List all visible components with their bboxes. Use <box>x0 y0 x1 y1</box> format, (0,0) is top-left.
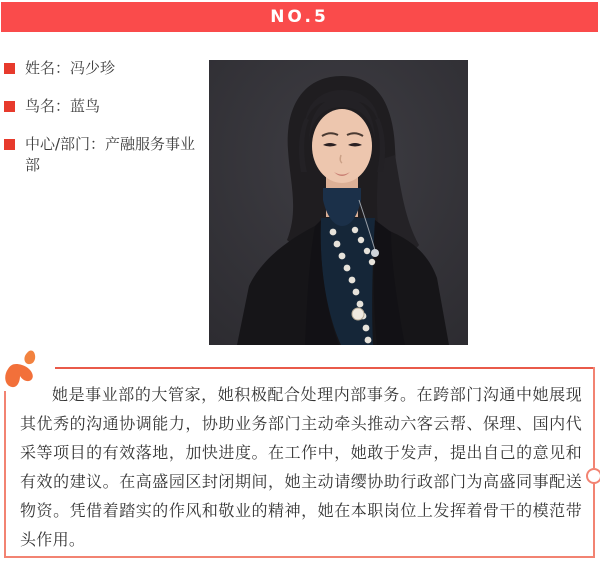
list-item <box>4 58 204 79</box>
quote-box-bottom-border <box>4 556 595 558</box>
quote-box-top-border <box>55 367 595 369</box>
header-banner <box>1 2 598 32</box>
biography-section <box>20 380 582 554</box>
page-number-label: NO.5 <box>270 7 329 27</box>
quote-box-right-border-upper <box>593 367 595 468</box>
quote-box-right-border-lower <box>593 482 595 558</box>
bird-name-field: 鸟名：蓝鸟 <box>25 97 101 115</box>
portrait-illustration <box>209 60 468 345</box>
name-field: 姓名：冯少珍 <box>25 59 116 77</box>
square-bullet-icon <box>4 63 15 74</box>
square-bullet-icon <box>4 139 15 150</box>
profile-info-list <box>4 58 204 193</box>
department-field: 中心/部门：产融服务事业部 <box>25 135 196 174</box>
square-bullet-icon <box>4 101 15 112</box>
biography-paragraph: 她是事业部的大管家，她积极配合处理内部事务。在跨部门沟通中她展现其优秀的沟通协调能力，协助业务部门主动牵头推动六客云帮、保理、国内代采等项目的有效落地，加快进度。在工作中，她敢于发声，提出自己的意见和有效的建议。在高盛园区封闭期间，她主动请缨协助行政部门为高盛同事配送物资。凭借着踏实的作风和敬业的精神，她在本职岗位上发挥着骨干的模范带头作用。 <box>20 385 582 549</box>
list-item <box>4 134 204 176</box>
profile-photo <box>209 60 468 345</box>
list-item <box>4 96 204 117</box>
quote-box-left-border <box>4 391 6 556</box>
